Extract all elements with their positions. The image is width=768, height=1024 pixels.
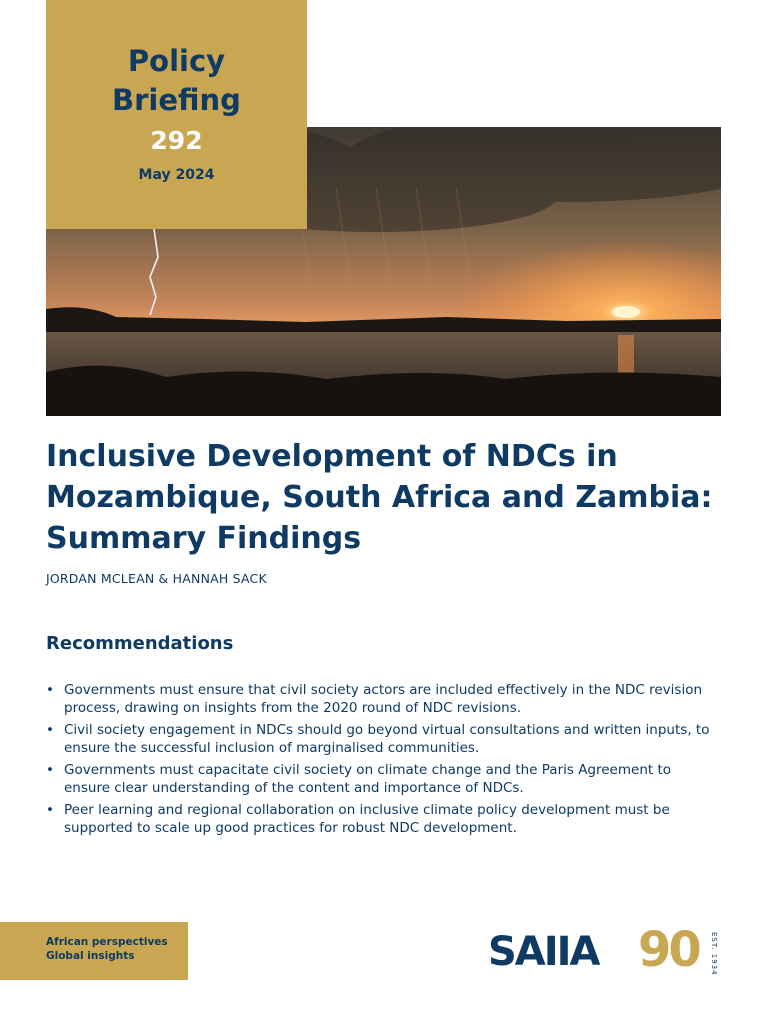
document-title: Inclusive Development of NDCs in Mozambique, South Africa and Zambia: Summary Findings	[46, 439, 713, 556]
authors: JORDAN MCLEAN & HANNAH SACK	[46, 571, 267, 586]
publication-date: May 2024	[138, 167, 215, 183]
logo-anniversary-number: 90	[638, 922, 699, 978]
bullet-icon: •	[46, 682, 54, 698]
list-item: • Governments must ensure that civil society actors are included effectively in the NDC revision process, drawing on insights from the 2020 round of NDC revisions.	[46, 682, 703, 716]
recommendations-heading: Recommendations	[46, 633, 234, 654]
publication-type: Policy Briefing	[112, 44, 241, 117]
bullet-icon: •	[46, 762, 54, 778]
logo-wordmark: SAIIA	[488, 929, 599, 975]
recommendations-list	[46, 681, 716, 841]
briefing-number: 292	[150, 126, 203, 155]
tagline-box	[0, 922, 188, 980]
list-item: • Peer learning and regional collaboration on inclusive climate policy development must be supported to scale up good practices for robust NDC development.	[46, 802, 670, 836]
bullet-icon: •	[46, 722, 54, 738]
logo-established: EST. 1934	[710, 932, 718, 976]
list-item: • Governments must capacitate civil society on climate change and the Paris Agreement to ensure clear understanding of the content and importance of NDCs.	[46, 762, 672, 796]
saiia-logo	[488, 922, 728, 978]
bullet-icon: •	[46, 802, 54, 818]
tagline-line-1: African perspectives	[46, 936, 168, 948]
policy-briefing-badge	[46, 0, 307, 229]
list-item: • Civil society engagement in NDCs should go beyond virtual consultations and written inputs, to ensure the successful inclusion of marginalised communities.	[46, 722, 710, 756]
tagline-line-2: Global insights	[46, 950, 135, 962]
